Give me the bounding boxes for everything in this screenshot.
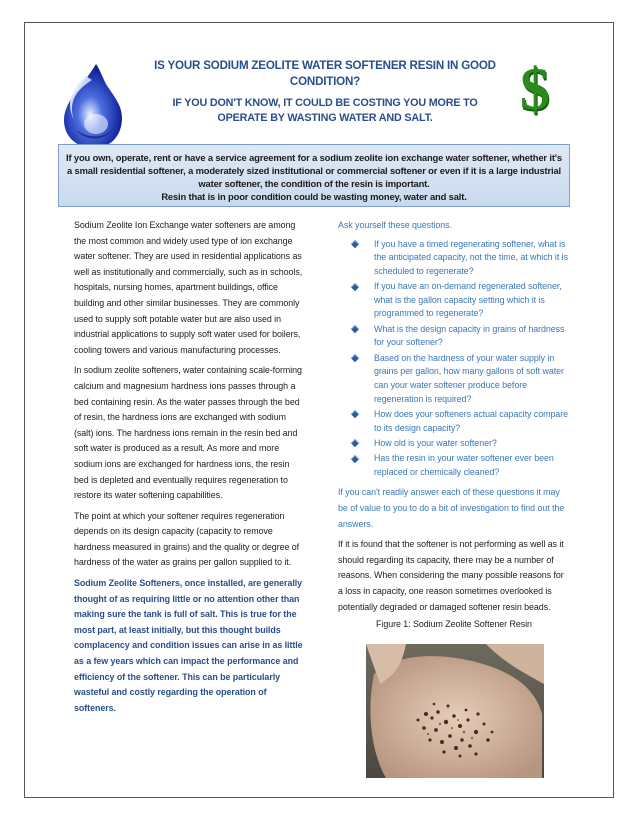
diamond-bullet-icon: [351, 282, 359, 290]
figure-caption: Figure 1: Sodium Zeolite Softener Resin: [376, 619, 532, 630]
list-item: What is the design capacity in grains of hardness for your softener?: [338, 323, 570, 350]
page-title: IS YOUR SODIUM ZEOLITE WATER SOFTENER RESIN IN GOOD CONDITION?: [154, 59, 496, 88]
dollar-icon: $: [520, 56, 550, 122]
diamond-bullet-icon: [351, 439, 359, 447]
intro-text: If you own, operate, rent or have a service agreement for a sodium zeolite ion exchange water softener, whether it's a small residential softener, a moderately sized institutional or commercial softener or even if it is a large industrial water softener, the condition of the resin is important.: [66, 152, 562, 189]
diamond-bullet-icon: [351, 354, 359, 362]
list-item: Based on the hardness of your water supply in grains per gallon, how many gallons of soft water can your water softener produce before regeneration is required?: [338, 352, 570, 406]
list-item: How old is your water softener?: [338, 437, 570, 451]
intro-emphasis: Resin that is in poor condition could be wasting money, water and salt.: [161, 191, 467, 202]
list-item: If you have an on-demand regenerated softener, what is the gallon capacity setting which it is programmed to regenerate?: [338, 280, 570, 321]
header: [150, 58, 500, 126]
list-item: If you have a timed regenerating softener, what is the anticipated capacity, not the time, at which it is scheduled to regenerate?: [338, 238, 570, 279]
diamond-bullet-icon: [351, 325, 359, 333]
left-column: [74, 218, 306, 721]
diamond-bullet-icon: [351, 410, 359, 418]
resin-in-hand-photo: [366, 644, 544, 778]
list-item: Has the resin in your water softener ever been replaced or chemically cleaned?: [338, 452, 570, 479]
diamond-bullet-icon: [351, 455, 359, 463]
intro-callout-box: [58, 144, 570, 207]
paragraph-complacency: Sodium Zeolite Softeners, once installed, are generally thought of as requiring little or no attention other than making sure the tank is full of salt. This is true for the most part, at least initially, but this thought builds complacency and condition issues can arise in as little as a few years which can impact the performance and efficiency of the softener. This can be particularly wasteful and costly regarding the operation of softeners.: [74, 578, 303, 713]
right-column: [338, 218, 570, 633]
questions-intro: Ask yourself these questions.: [338, 220, 452, 230]
page-subtitle: IF YOU DON'T KNOW, IT COULD BE COSTING YOU MORE TO OPERATE BY WASTING WATER AND SALT.: [172, 97, 478, 124]
paragraph-investigate: If you can't readily answer each of these questions it may be of value to you to do a bit of investigation to find out the answers.: [338, 487, 565, 529]
diamond-bullet-icon: [351, 240, 359, 248]
paragraph-process: In sodium zeolite softeners, water containing scale-forming calcium and magnesium hardness ions passes through a bed containing resin. As the water passes through the bed of resin, the hardness ions are exchanged with sodium (salt) ions. The hardness ions remain in the resin bed and soft water is produced as a result. As more and more sodium ions are exchanged for hardness ions, the resin bed is depleted and eventually requires regeneration to restore its water softening capabilities.: [74, 365, 302, 501]
paragraph-overview: Sodium Zeolite Ion Exchange water softeners are among the most common and widely used type of ion exchange water softener. They are used in residential applications as well as institutionally and commercially, such as in schools, hospitals, nursing homes, apartment buildings, office building and other similar businesses. They are commonly used to supply soft potable water but are also used in industrial applications to supply soft water used for boilers, cooling towers and various manufacturing processes.: [74, 220, 303, 355]
paragraph-regeneration: The point at which your softener requires regeneration depends on its design capacity (capacity to remove hardness measured in grains) and the quality or degree of hardness of the water as grains per gallon supplied to it.: [74, 510, 300, 568]
water-drop-icon: [56, 60, 128, 152]
questions-list: [338, 238, 570, 480]
paragraph-reasons: If it is found that the softener is not performing as well as it should regarding its capacity, there may be a number of reasons. When considering the many possible reasons for a loss in capacity, one reason sometimes overlooked is potentially degraded or damaged softener resin beads.: [338, 539, 564, 612]
list-item: How does your softeners actual capacity compare to its design capacity?: [338, 408, 570, 435]
